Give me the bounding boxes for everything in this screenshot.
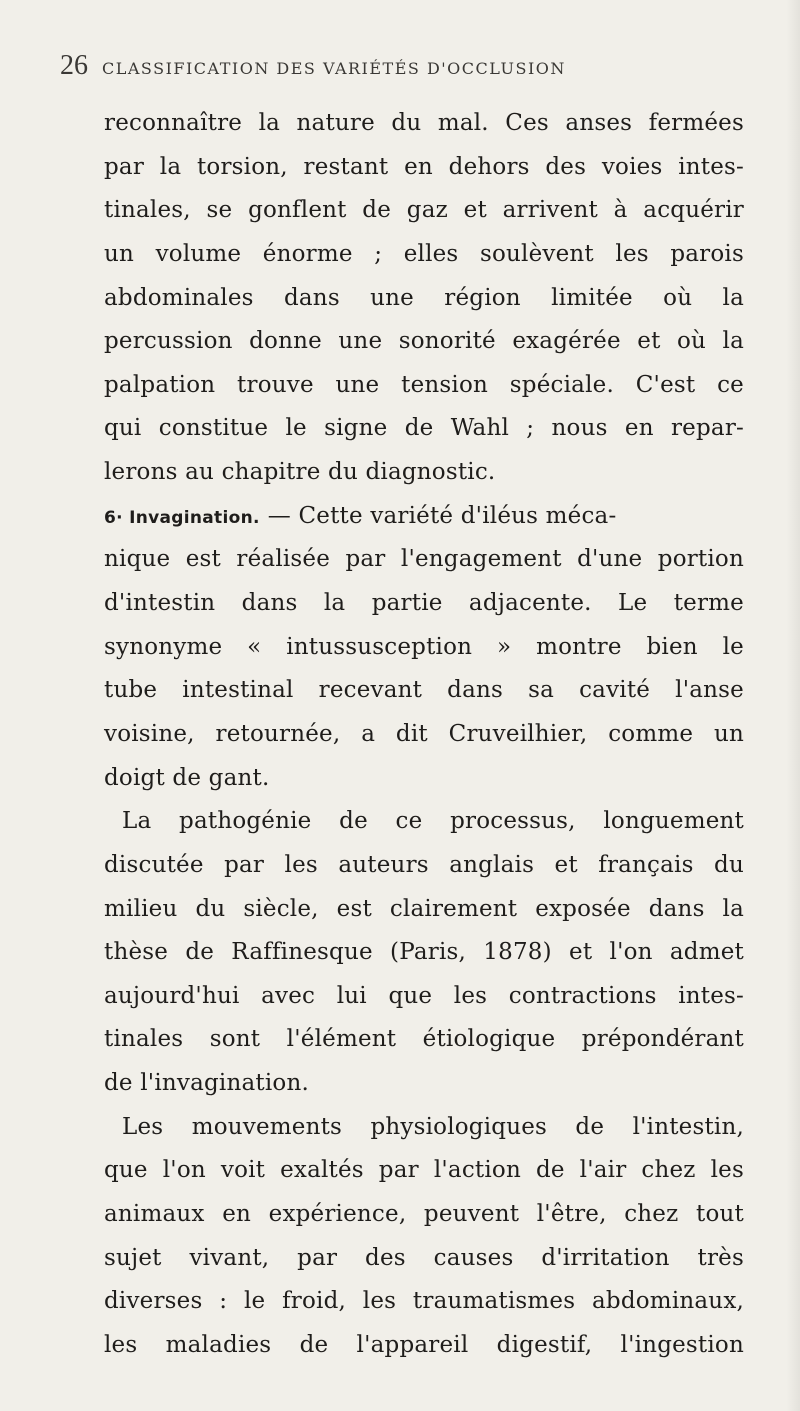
text-line: palpation trouve une tension spéciale. C'est ce [104, 371, 744, 398]
paragraph-first-line: Les mouvements physiologiques de l'intestin, [122, 1113, 744, 1140]
text-line: d'intestin dans la partie adjacente. Le terme [104, 590, 744, 617]
paragraph-first-line: La pathogénie de ce processus, longuement [122, 808, 744, 835]
page-number: 26 [60, 50, 88, 81]
text-line: lerons au chapitre du diagnostic. [104, 459, 496, 486]
text-line: animaux en expérience, peuvent l'être, chez tout [104, 1201, 744, 1228]
text-line: doigt de gant. [104, 764, 270, 791]
text-line: voisine, retournée, a dit Cruveilhier, comme un [104, 720, 744, 747]
text-line: que l'on voit exaltés par l'action de l'air chez les [104, 1157, 744, 1184]
text-line: sujet vivant, par des causes d'irritation très [104, 1244, 744, 1271]
text-line: tinales, se gonflent de gaz et arrivent à acquérir [104, 197, 744, 224]
text-line: de l'invagination. [104, 1070, 309, 1097]
text-line: un volume énorme ; elles soulèvent les parois [104, 240, 744, 267]
text-line: aujourd'hui avec lui que les contractions intes- [104, 982, 744, 1009]
body-text [104, 102, 744, 1368]
section-line-rest: — Cette variété d'iléus méca- [267, 502, 617, 529]
text-line: reconnaître la nature du mal. Ces anses fermées [104, 110, 744, 136]
page-header [60, 48, 760, 88]
text-line: thèse de Raffinesque (Paris, 1878) et l'on admet [104, 939, 744, 966]
text-line: percussion donne une sonorité exagérée et où la [104, 328, 744, 355]
text-line: qui constitue le signe de Wahl ; nous en repar- [104, 415, 744, 442]
text-line: discutée par les auteurs anglais et français du [104, 851, 744, 878]
page-edge-shadow [786, 0, 800, 1411]
text-line: abdominales dans une région limitée où la [104, 284, 744, 311]
text-line: par la torsion, restant en dehors des voies intes- [104, 153, 744, 180]
text-line: synonyme « intussusception » montre bien le [104, 633, 744, 660]
text-line: diverses : le froid, les traumatismes abdominaux, [104, 1288, 744, 1315]
text-line: nique est réalisée par l'engagement d'une portion [104, 546, 744, 573]
text-line: tube intestinal recevant dans sa cavité l'anse [104, 677, 744, 704]
text-line: tinales sont l'élément étiologique prépondérant [104, 1026, 744, 1053]
text-line: milieu du siècle, est clairement exposée dans la [104, 895, 744, 922]
text-line: les maladies de l'appareil digestif, l'ingestion [104, 1331, 744, 1358]
section-line [104, 495, 744, 539]
running-title: CLASSIFICATION DES VARIÉTÉS D'OCCLUSION [102, 59, 566, 78]
section-heading: 6· Invagination. [104, 507, 260, 528]
